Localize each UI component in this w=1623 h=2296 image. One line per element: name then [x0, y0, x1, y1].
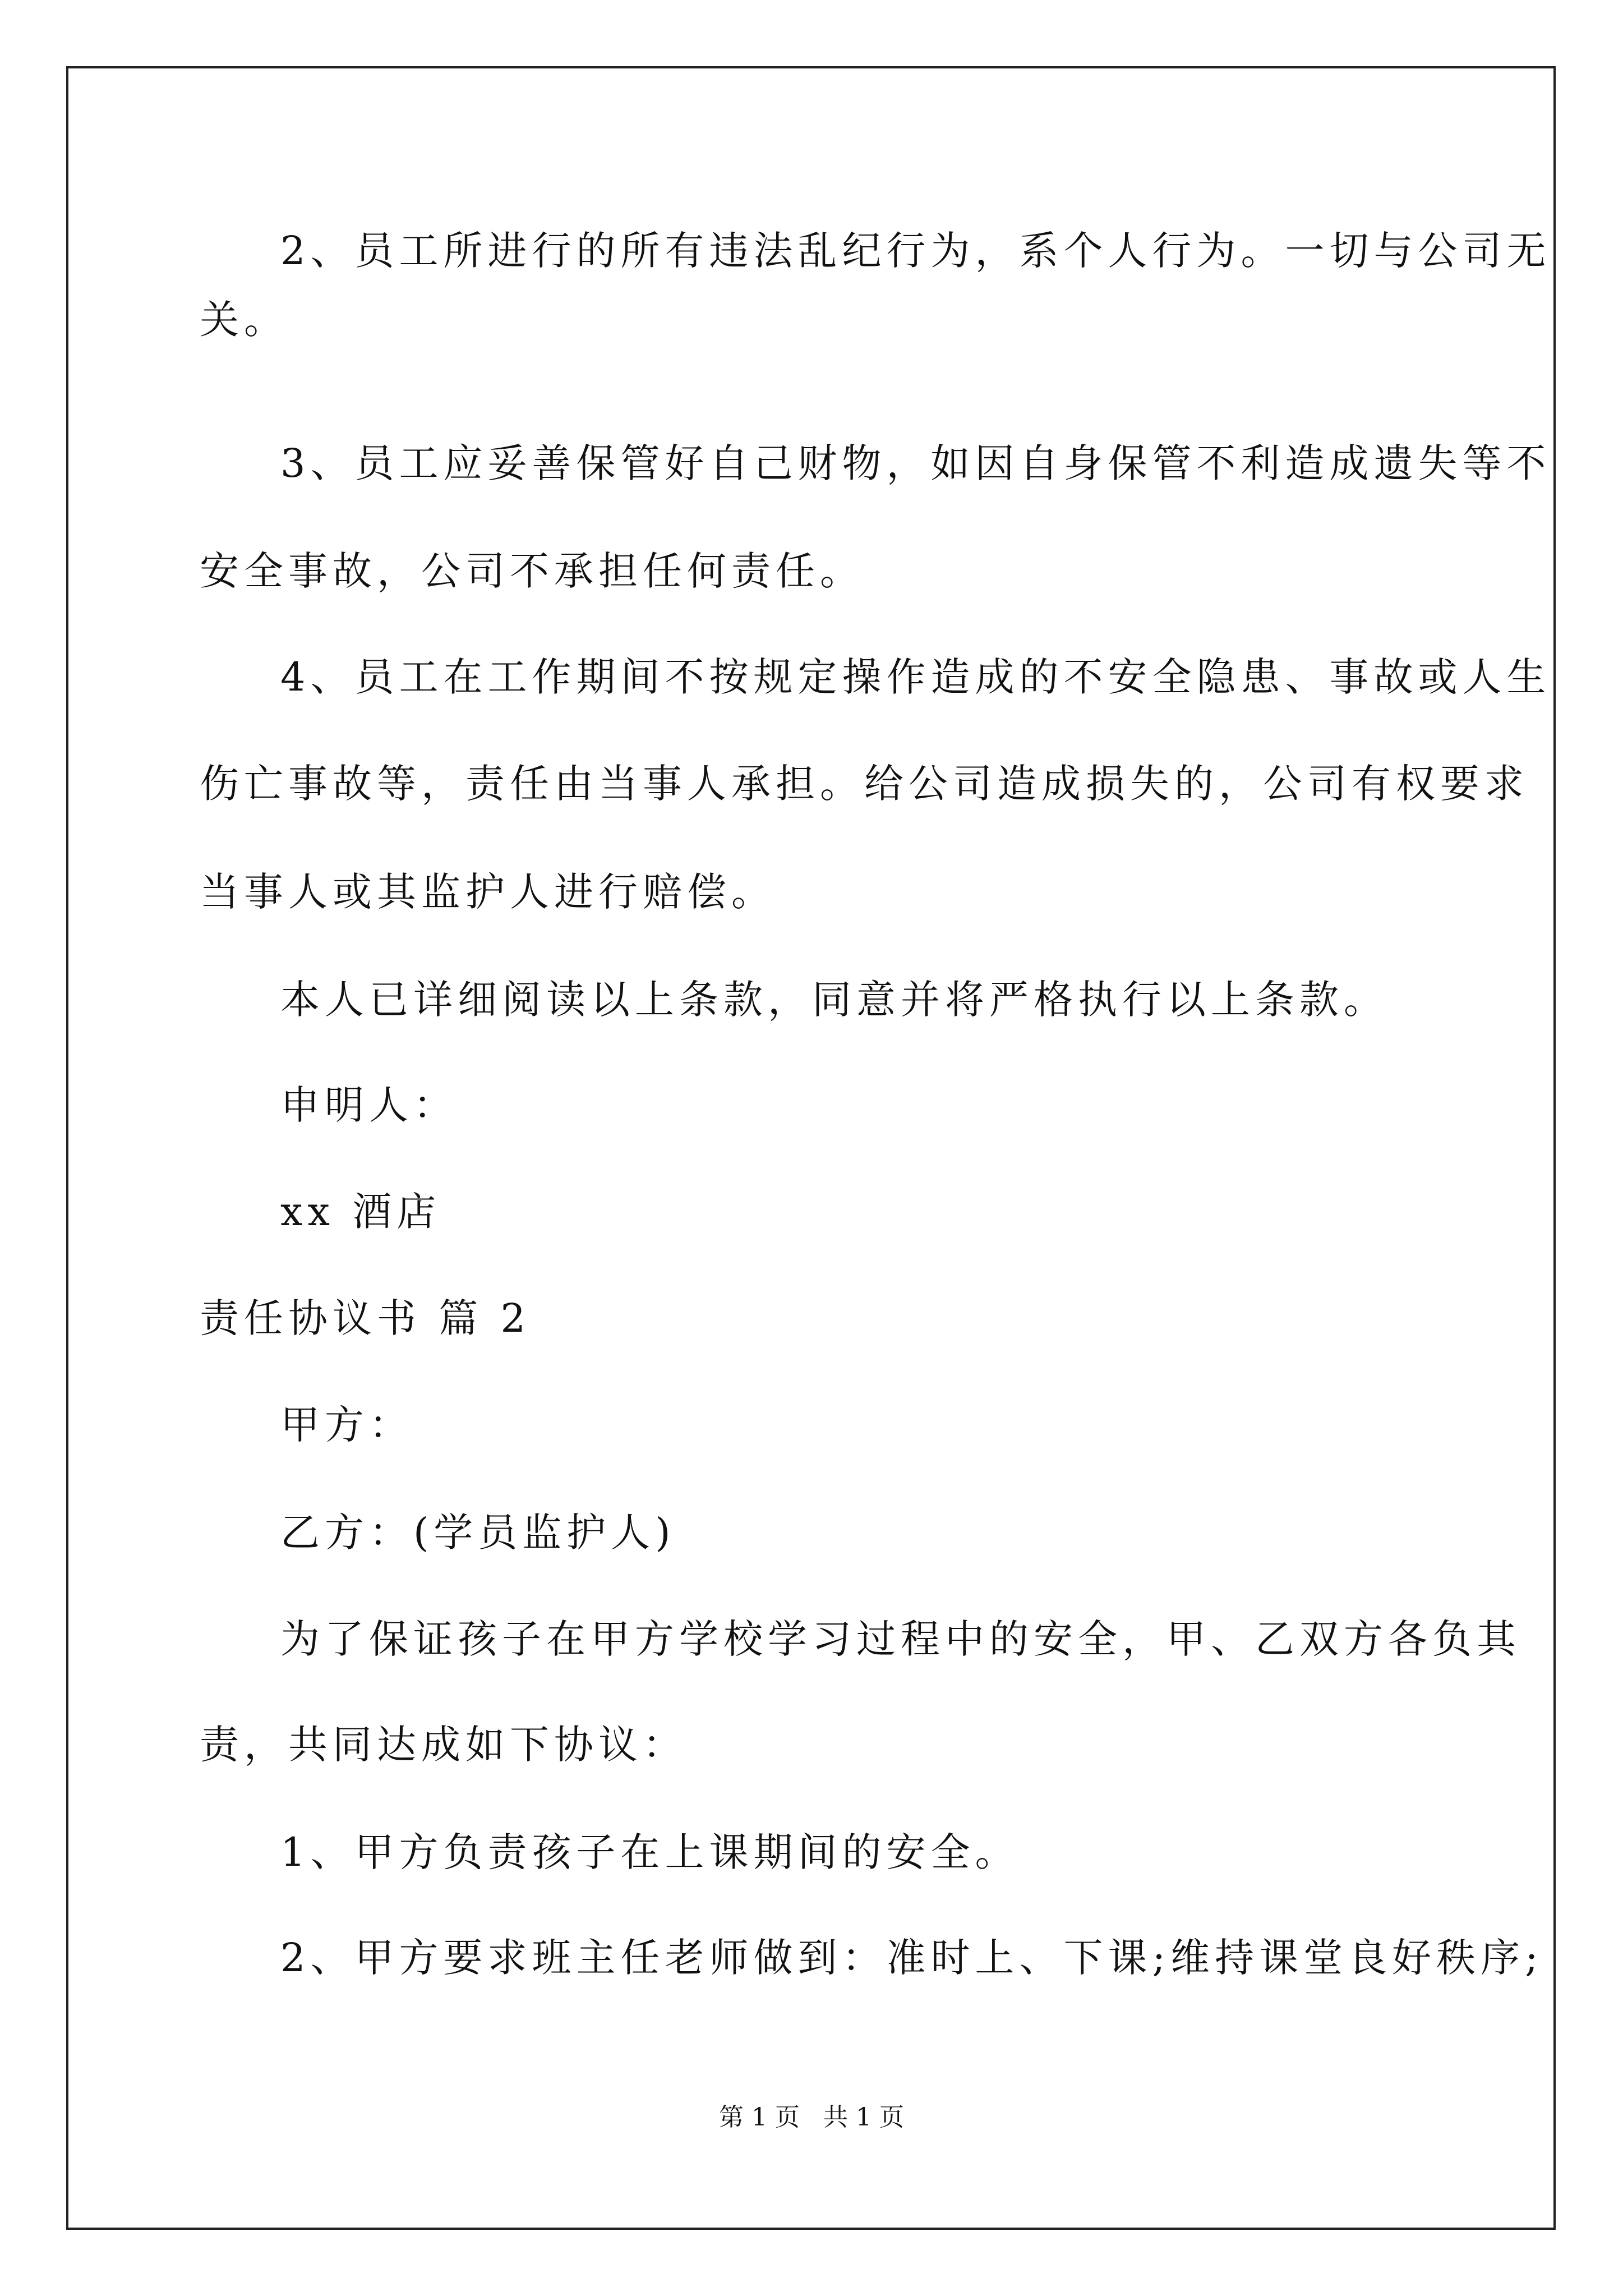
paragraph-line: 1、甲方负责孩子在上课期间的安全。	[280, 1829, 1020, 1875]
paragraph-line: 当事人或其监护人进行赔偿。	[200, 869, 776, 915]
paragraph-line: 2、员工所进行的所有违法乱纪行为，系个人行为。一切与公司无	[280, 228, 1551, 274]
paragraph-line: 关。	[200, 297, 288, 343]
paragraph-line: 2、甲方要求班主任老师做到：准时上、下课;维持课堂良好秩序;	[280, 1935, 1543, 1981]
declarant-label: 申明人：	[280, 1082, 458, 1128]
party-a-label: 甲方：	[280, 1402, 413, 1448]
hotel-name: xx 酒店	[280, 1189, 441, 1235]
party-b-label: 乙方：(学员监护人)	[280, 1510, 676, 1556]
paragraph-line: 伤亡事故等，责任由当事人承担。给公司造成损失的，公司有权要求	[200, 761, 1529, 807]
paragraph-line: 3、员工应妥善保管好自己财物，如因自身保管不利造成遗失等不	[280, 440, 1551, 486]
paragraph-line: 安全事故，公司不承担任何责任。	[200, 548, 864, 594]
section-heading: 责任协议书 篇 2	[200, 1295, 531, 1341]
paragraph-line: 为了保证孩子在甲方学校学习过程中的安全，甲、乙双方各负其	[280, 1616, 1521, 1662]
page-footer: 第 1 页 共 1 页	[719, 2103, 904, 2132]
paragraph-line: 4、员工在工作期间不按规定操作造成的不安全隐患、事故或人生	[280, 654, 1551, 700]
paragraph-line: 责，共同达成如下协议：	[200, 1722, 687, 1768]
page-border	[66, 66, 1556, 2230]
paragraph-line: 本人已详细阅读以上条款，同意并将严格执行以上条款。	[280, 977, 1388, 1023]
